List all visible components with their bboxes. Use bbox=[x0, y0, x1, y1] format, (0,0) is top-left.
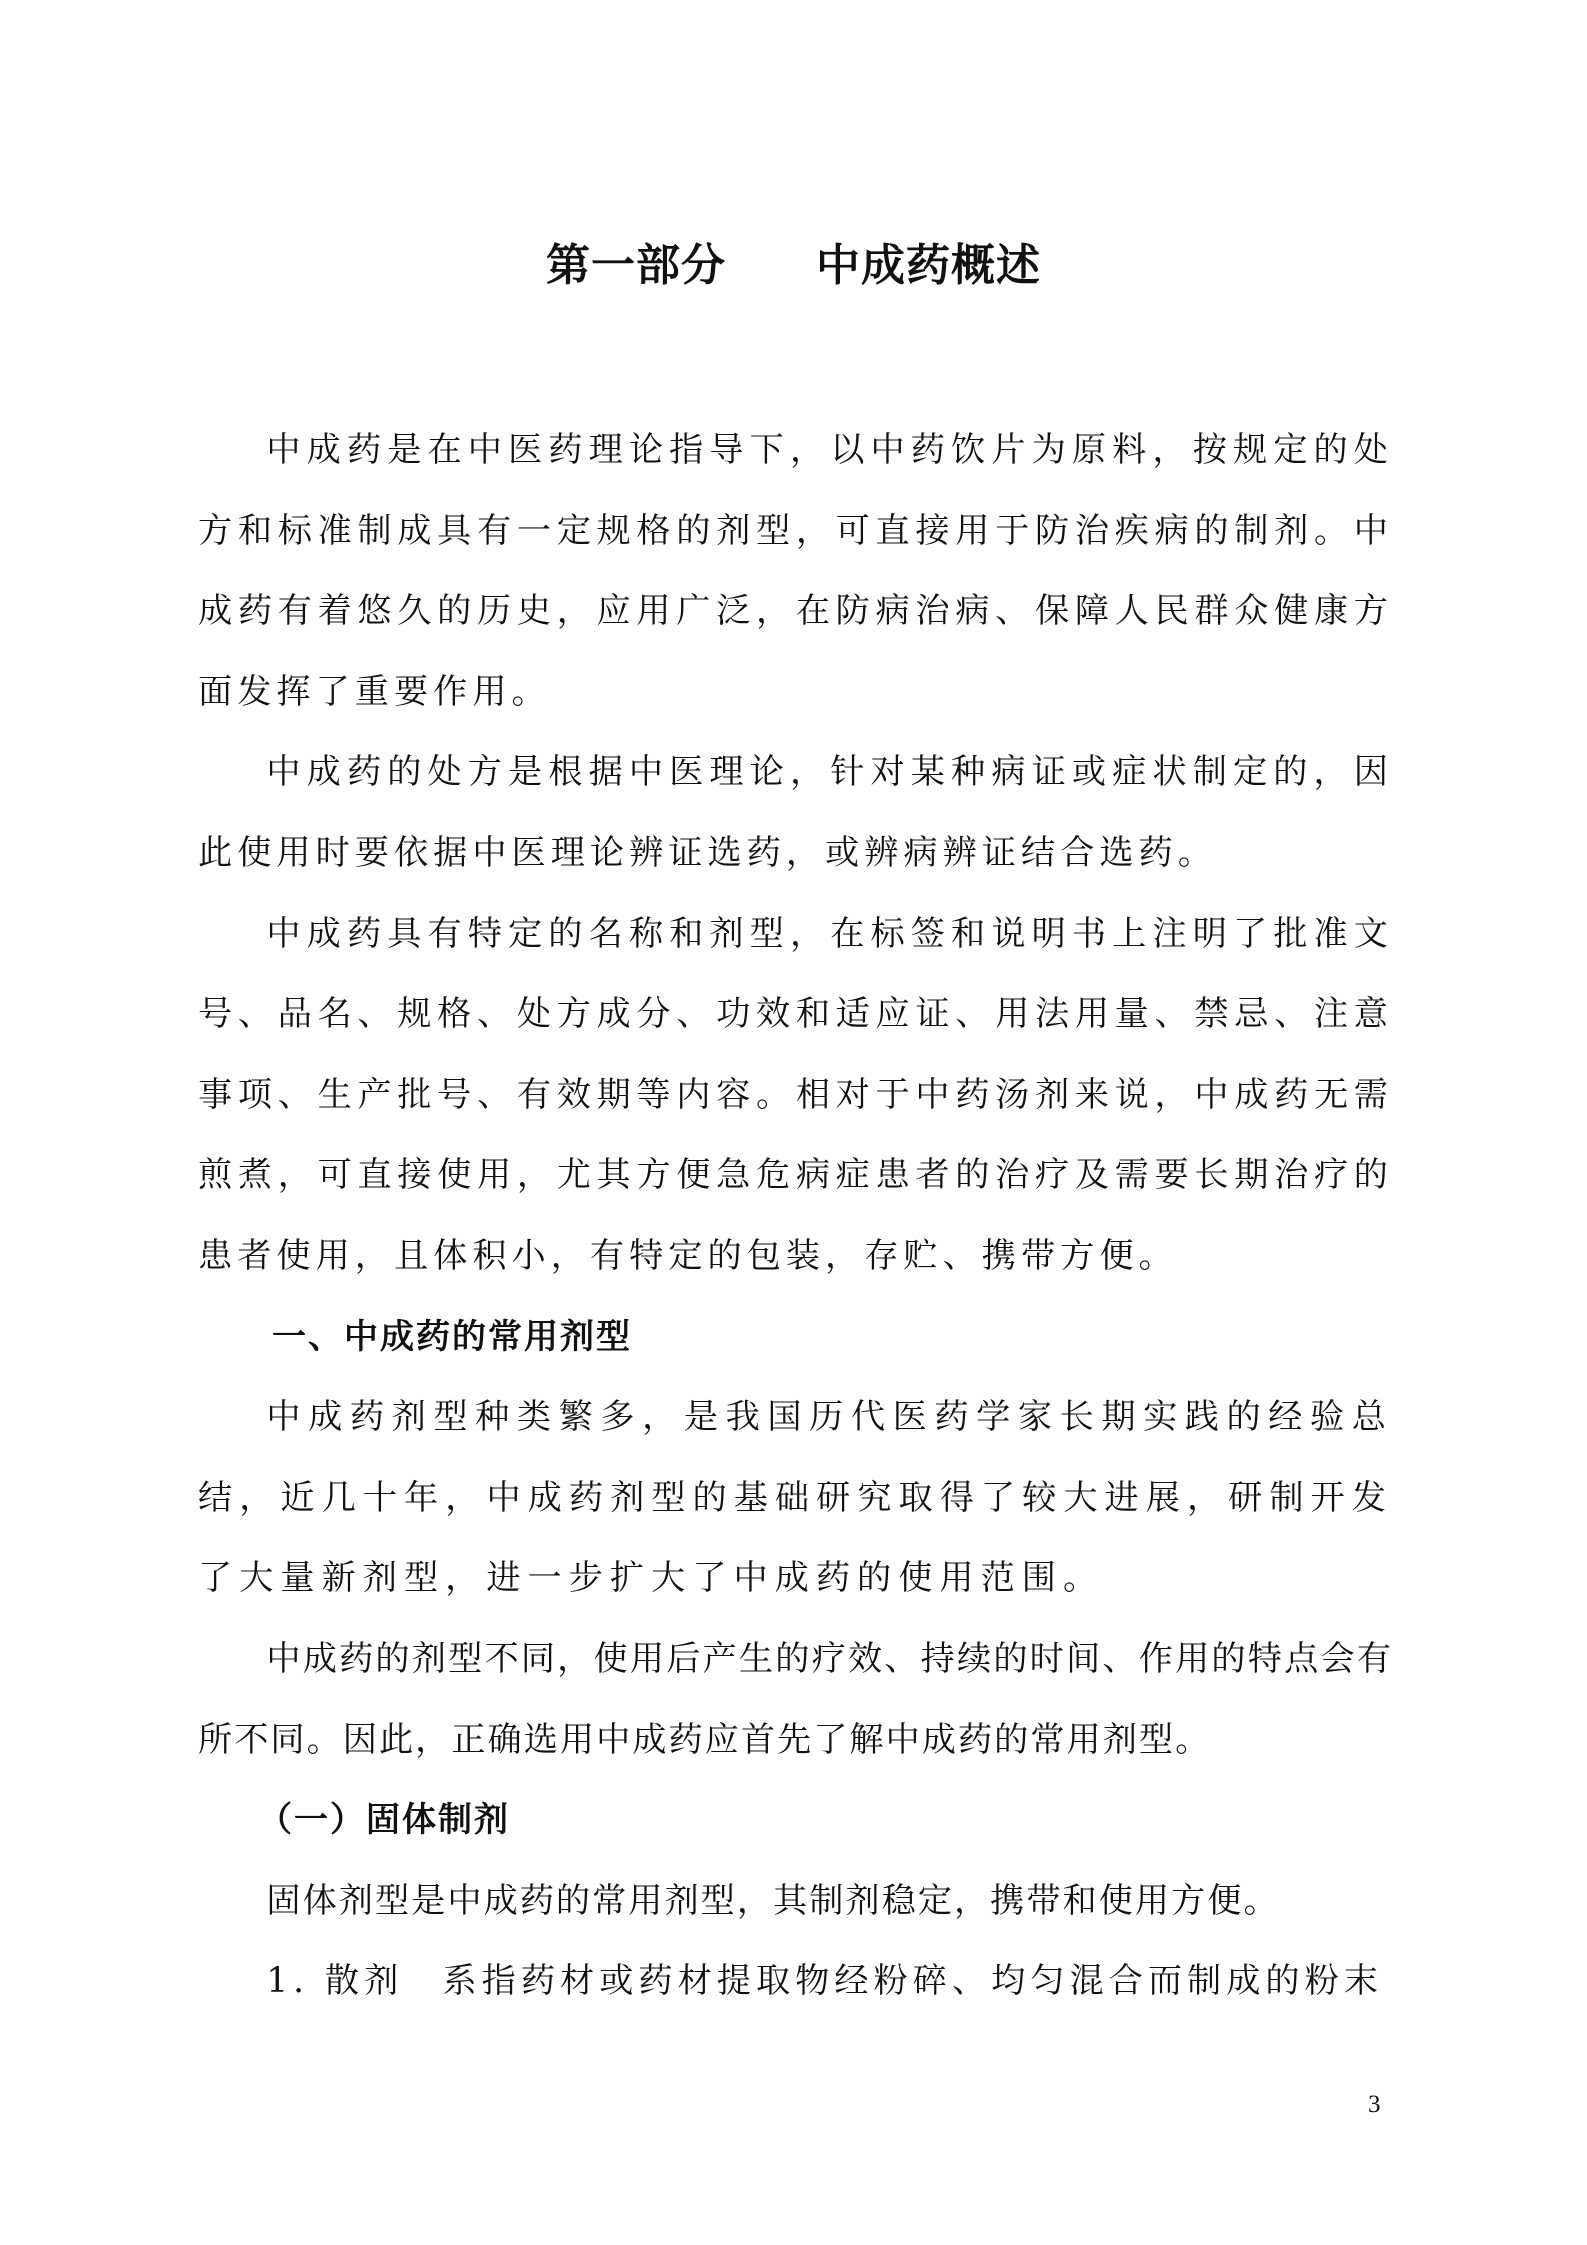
paragraph-labeling: 中成药具有特定的名称和剂型，在标签和说明书上注明了批准文号、品名、规格、处方成分、功效和适应证、用法用量、禁忌、注意事项、生产批号、有效期等内容。相对于中药汤剂来说，中成药无需煎煮，可直接使用，尤其方便急危病症患者的治疗及需要长期治疗的患者使用，且体积小，有特定的包装，存贮、携带方便。 bbox=[198, 913, 1393, 1276]
paragraph-prescription: 中成药的处方是根据中医理论，针对某种病证或症状制定的，因此使用时要依据中医理论辨证选药，或辨病辨证结合选药。 bbox=[198, 752, 1393, 873]
paragraph-solid-forms: 固体剂型是中成药的常用剂型，其制剂稳定，携带和使用方便。 bbox=[266, 1880, 1280, 1921]
document-body bbox=[198, 410, 1393, 2022]
paragraph-powder: 1. 散剂 系指药材或药材提取物经粉碎、均匀混合而制成的粉末 bbox=[266, 1961, 1383, 2002]
paragraph-dosage-effect: 中成药的剂型不同，使用后产生的疗效、持续的时间、作用的特点会有所不同。因此，正确选用中成药应首先了解中成药的常用剂型。 bbox=[198, 1638, 1393, 1760]
page-number: 3 bbox=[1368, 2091, 1381, 2118]
paragraph-definition: 中成药是在中医药理论指导下，以中药饮片为原料，按规定的处方和标准制成具有一定规格的剂型，可直接用于防治疾病的制剂。中成药有着悠久的历史，应用广泛，在防病治病、保障人民群众健康方面发挥了重要作用。 bbox=[198, 430, 1393, 712]
page-title: 第一部分 中成药概述 bbox=[546, 240, 1041, 291]
subsection-heading: （一）固体制剂 bbox=[258, 1800, 510, 1841]
section-heading: 一、中成药的常用剂型 bbox=[272, 1316, 632, 1357]
paragraph-dosage-forms: 中成药剂型种类繁多，是我国历代医药学家长期实践的经验总结，近几十年，中成药剂型的基础研究取得了较大进展，研制开发了大量新剂型，进一步扩大了中成药的使用范围。 bbox=[198, 1397, 1393, 1599]
